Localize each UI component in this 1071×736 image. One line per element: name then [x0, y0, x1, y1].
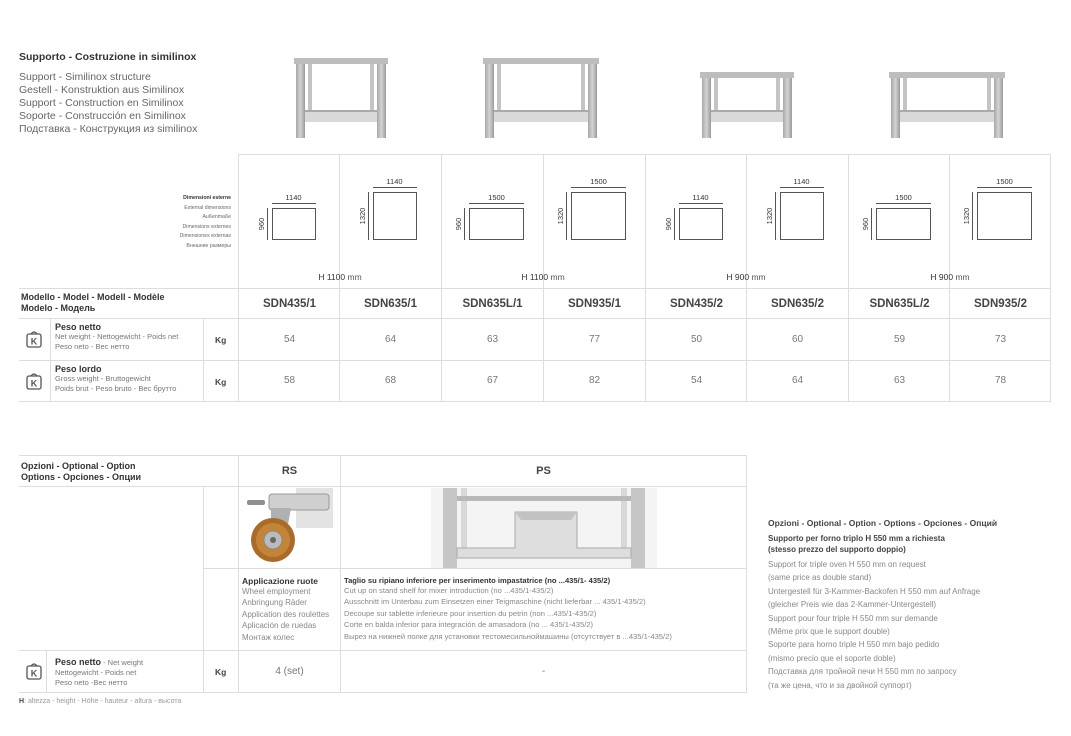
width-value: 1140	[793, 177, 810, 186]
right-options-line: Подставка для тройной печи H 550 mm по запросу	[768, 667, 957, 677]
model-header-line2: Modelo - Модель	[21, 303, 96, 313]
depth-dimension-line	[464, 208, 465, 240]
right-options-bold-line2: (stesso prezzo del supporto doppio)	[768, 545, 906, 554]
subtitle-ru: Подставка - Конструкция из similinox	[19, 123, 198, 135]
weight-icon	[26, 330, 42, 348]
icon-col-line	[50, 318, 51, 402]
dimensions-line-en: External dimensions	[184, 204, 231, 211]
right-options-line: (same price as double stand)	[768, 573, 872, 583]
ps-line: Corte en balda inferior para integración de amasadora (no ... 435/1-435/2)	[344, 620, 594, 630]
width-value: 1500	[996, 177, 1013, 186]
width-dimension-line	[780, 187, 824, 188]
dimensions-label	[180, 194, 231, 252]
page-title: Supporto - Costruzione in similinox	[19, 51, 197, 63]
model-name: SDN435/2	[669, 298, 724, 310]
width-dimension-line	[571, 187, 626, 188]
height-value: H 1100	[521, 272, 549, 282]
width-dimension-line	[679, 203, 723, 204]
footnote-text: : altezza - height - Höhe - hauteur - altura - высота	[24, 698, 182, 705]
right-options-line: Untergestell für 3-Kammer-Backofen H 550 mm auf Anfrage	[768, 586, 981, 596]
dimensions-line-ru: Внешние размеры	[186, 242, 231, 249]
height-value: H 1100	[318, 272, 346, 282]
model-name: SDN935/1	[567, 298, 622, 310]
model-name: SDN435/1	[262, 298, 317, 310]
right-options-list	[768, 558, 980, 692]
opt-border-bottom	[19, 692, 746, 693]
right-options-line: (mismo precio que el soporte doble)	[768, 653, 896, 663]
gross-weight-value: 78	[994, 375, 1007, 386]
depth-dimension-line	[566, 192, 567, 240]
model-name: SDN635/2	[770, 298, 825, 310]
depth-dimension-line	[871, 208, 872, 240]
gross-weight-title: Peso lordo	[55, 364, 102, 374]
net-weight-value: 60	[791, 334, 804, 345]
table-divider-gross	[19, 360, 1051, 361]
right-options-bold-line1: Supporto per forno triplo H 550 mm a richiesta	[768, 534, 945, 543]
net-weight-label	[55, 322, 178, 352]
rs-title: Applicazione ruote	[242, 576, 319, 586]
right-options-line: (та же цена, что и за двойной суппорт)	[768, 680, 912, 690]
model-name: SDN635L/2	[869, 298, 930, 310]
opt-divider-image	[203, 568, 746, 569]
option-net-weight-label	[55, 655, 143, 688]
opt-unit-line	[203, 486, 204, 693]
footprint-rect	[780, 192, 824, 240]
height-unit: mm	[347, 272, 362, 282]
width-value: 1140	[386, 177, 403, 186]
net-weight-value: 73	[994, 334, 1007, 345]
svg-text:K: K	[30, 668, 38, 679]
opt-col-line-2	[340, 455, 341, 693]
model-name: SDN635/1	[363, 298, 418, 310]
width-value: 1500	[895, 193, 912, 202]
gross-weight-value: 64	[791, 375, 804, 386]
opt-divider-desc	[19, 650, 746, 651]
footprint-rect	[679, 208, 723, 240]
opt-divider-header	[19, 486, 746, 487]
footprint-rect	[571, 192, 626, 240]
table-divider-models	[19, 288, 1051, 289]
gross-weight-value: 68	[384, 375, 397, 386]
model-name: SDN935/2	[973, 298, 1028, 310]
net-weight-value: 59	[893, 334, 906, 345]
footprint-rect	[977, 192, 1032, 240]
table-divider-net	[19, 318, 1051, 319]
gross-weight-value: 63	[893, 375, 906, 386]
rs-weight-value: 4 (set)	[275, 666, 304, 677]
dimensions-line-es: Dimensiones externas	[179, 233, 231, 240]
width-dimension-line	[469, 203, 524, 204]
rs-description	[242, 576, 329, 643]
stand-image-sdn-1100-small	[294, 58, 388, 140]
width-dimension-line	[876, 203, 931, 204]
gross-weight-value: 58	[283, 375, 296, 386]
rs-line: Монтаж колес	[242, 632, 295, 642]
depth-value: 960	[663, 217, 673, 231]
depth-dimension-line	[972, 192, 973, 240]
option-net-weight-unit: Kg	[215, 667, 227, 677]
height-label-2	[645, 272, 847, 282]
net-weight-line1: Net weight - Nettogewicht - Poids net	[55, 332, 179, 341]
ps-line: Decoupe sur tablette inferieure pour insertion du petrin (non ...435/1-435/2)	[344, 608, 597, 618]
net-weight-title: Peso netto	[55, 322, 102, 332]
gross-weight-label	[55, 364, 176, 394]
subtitle-en: Support - Similinox structure	[19, 71, 151, 83]
net-weight-line2: Peso neto - Вес нетто	[55, 342, 130, 351]
option-code-ps: PS	[536, 465, 551, 477]
right-options-line: (Même prix que le support double)	[768, 627, 890, 637]
opt-col-line-1	[238, 455, 239, 693]
model-header	[21, 292, 165, 314]
depth-value: 960	[454, 217, 463, 231]
width-value: 1500	[590, 177, 607, 186]
stand-image-sdn-1100-large	[483, 58, 599, 140]
model-name: SDN635L/1	[462, 298, 523, 310]
footprint-rect	[469, 208, 524, 240]
svg-text:K: K	[30, 378, 38, 389]
subtitle-fr: Support - Construction en Similinox	[19, 97, 184, 109]
width-value: 1500	[488, 193, 505, 202]
ps-weight-value: -	[541, 666, 546, 677]
width-dimension-line	[272, 203, 316, 204]
net-weight-value: 77	[588, 334, 601, 345]
gross-weight-value: 82	[588, 375, 601, 386]
svg-text:K: K	[30, 336, 38, 347]
ps-description	[344, 576, 672, 642]
rs-line: Wheel employment	[242, 587, 311, 596]
gross-weight-line1: Gross weight - Bruttogewicht	[55, 374, 151, 383]
height-unit: mm	[550, 272, 565, 282]
stand-image-sdn-900-large	[889, 72, 1005, 140]
width-dimension-line	[373, 187, 417, 188]
rs-line: Application des roulettes	[242, 609, 330, 619]
right-options-title: Opzioni - Optional - Option - Options - Opciones - Опциѝ	[768, 518, 998, 528]
opt-border-top	[19, 455, 746, 456]
ps-line: Cut up on stand shelf for mixer introduction (no ...435/1-435/2)	[344, 586, 554, 595]
option-net-weight-suffix: - Net weight	[101, 658, 144, 667]
depth-value: 1320	[556, 207, 565, 225]
height-label-3	[849, 272, 1051, 282]
right-options-bold	[768, 533, 945, 555]
option-net-weight-title: Peso netto	[55, 657, 102, 667]
gross-weight-value: 67	[486, 375, 499, 386]
footnote	[19, 698, 181, 705]
table-border-bottom	[19, 401, 1051, 402]
model-header-line1: Modello - Model - Modell - Modèle	[21, 292, 165, 302]
height-value: H 900	[930, 272, 954, 282]
width-value: 1140	[285, 193, 302, 202]
right-options-line: (gleicher Preis wie das 2-Kammer-Untergestell)	[768, 600, 937, 610]
depth-value: 1320	[357, 207, 367, 225]
footnote-letter: H	[19, 698, 25, 705]
wheel-image	[241, 488, 333, 566]
opt-icon-line	[46, 650, 47, 693]
depth-value: 960	[256, 217, 266, 231]
gross-weight-value: 54	[690, 375, 703, 386]
weight-icon	[26, 372, 42, 390]
subtitle-de: Gestell - Konstruktion aus Similinox	[19, 84, 185, 96]
height-value: H 900	[726, 272, 750, 282]
rs-line: Anbringung Räder	[242, 598, 307, 608]
gross-weight-line2: Poids brut - Peso bruto - Вес брутто	[55, 384, 177, 393]
footprint-rect	[876, 208, 931, 240]
depth-value: 1320	[764, 207, 774, 225]
unit-col-line	[203, 318, 204, 402]
ps-line: Ausschnitt im Unterbau zum Einsetzen einer Teigmaschine (nicht lieferbar ... 435/1-435/2)	[344, 597, 646, 607]
net-weight-value: 54	[283, 334, 296, 345]
height-label-0	[239, 272, 441, 282]
height-label-1	[442, 272, 644, 282]
net-weight-unit: Kg	[215, 335, 227, 345]
stand-image-sdn-900-small	[700, 72, 794, 140]
option-code-rs: RS	[281, 465, 298, 477]
dimensions-line-de: Außenmaße	[202, 214, 231, 221]
net-weight-value: 50	[690, 334, 703, 345]
options-header-line2: Options - Opciones - Опции	[21, 472, 142, 482]
options-header-line1: Opzioni - Optional - Option	[21, 461, 136, 471]
net-weight-value: 64	[384, 334, 397, 345]
footprint-rect	[373, 192, 417, 240]
option-net-weight-line1: Nettogewicht - Poids net	[55, 668, 137, 677]
shelf-cutout-image	[431, 488, 657, 568]
ps-line: Вырез на нижней полке для установки тестомесильноймашины (отсутствует в ...435/1-435/2)	[344, 631, 672, 641]
height-unit: mm	[751, 272, 766, 282]
rs-line: Aplicación de ruedas	[242, 621, 317, 631]
width-dimension-line	[977, 187, 1032, 188]
subtitle-es: Soporte - Construcción en Similinox	[19, 110, 186, 122]
height-unit: mm	[955, 272, 970, 282]
opt-col-line-3	[746, 455, 747, 693]
depth-value: 1320	[962, 207, 971, 225]
gross-weight-unit: Kg	[215, 377, 227, 387]
width-value: 1140	[692, 193, 709, 202]
depth-value: 960	[861, 217, 870, 231]
right-options-line: Support for triple oven H 550 mm on request	[768, 560, 926, 569]
net-weight-value: 63	[486, 334, 499, 345]
ps-title: Taglio su ripiano inferiore per inserimento impastatrice (no ...435/1- 435/2)	[344, 576, 611, 585]
weight-icon	[26, 662, 42, 680]
option-net-weight-line2: Peso neto -Вес нетто	[55, 678, 128, 687]
right-options-line: Soporte para horno triple H 550 mm bajo pedido	[768, 640, 940, 650]
dimensions-title: Dimensioni esterne	[183, 195, 231, 201]
footprint-rect	[272, 208, 316, 240]
dimensions-line-fr: Dimensions externes	[182, 223, 231, 230]
right-options-line: Support pour four triple H 550 mm sur demande	[768, 613, 938, 623]
options-header	[21, 461, 141, 483]
